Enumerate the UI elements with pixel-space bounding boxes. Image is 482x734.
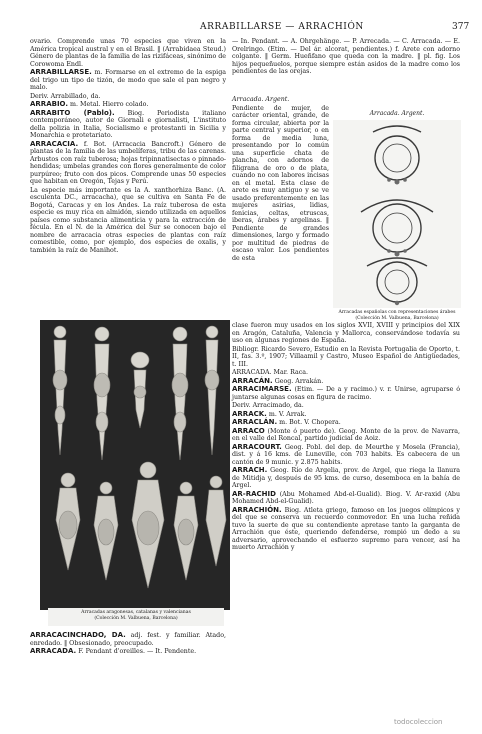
entry bbox=[30, 141, 226, 186]
entry-text: m. V. Arrak. bbox=[268, 410, 307, 418]
entry-headword: ARRACHIÓN. bbox=[232, 505, 282, 514]
entry bbox=[232, 444, 460, 467]
entry-headword: ARRACIMARSE. bbox=[232, 385, 292, 393]
entry bbox=[30, 110, 226, 140]
entry-text: ARRACADA. Mar. Raca. bbox=[232, 369, 308, 376]
running-head: ARRABILLARSE — ARRACHIÓN bbox=[200, 22, 364, 32]
entry bbox=[30, 93, 226, 101]
entry bbox=[232, 507, 460, 552]
entry bbox=[30, 38, 226, 68]
right-figure-caption: Arracadas españolas con representaciones árabes (Colección M. Valbuena, Barcelona) bbox=[338, 310, 456, 321]
entry bbox=[30, 69, 226, 92]
entry-headword: ARRACACINCHADO, DA. bbox=[30, 631, 126, 639]
entry bbox=[232, 411, 460, 419]
entry-headword: ARRACOURT. bbox=[232, 442, 282, 451]
right-figure-title: Arracada. Argent. bbox=[369, 110, 425, 117]
entry bbox=[232, 369, 460, 377]
left-column-top bbox=[30, 38, 226, 255]
entry bbox=[232, 105, 329, 263]
entry-text: (Abu Mohamed Abd-el-Gualid). Biog. V. Ar-raxid (Abu Mohamed Abd-el-Gualid). bbox=[232, 490, 460, 505]
entry-text: m. Metal. Hierro colado. bbox=[70, 101, 149, 108]
entry bbox=[232, 96, 329, 104]
entry-headword: ARRABIO. bbox=[30, 100, 69, 108]
earrings-plate-photo bbox=[40, 320, 230, 610]
entry-text: f. Bot. (Arracacia Bancroft.) Género de plantas de la familia de las umbelíferas, tribu de las carenas. Arbustos con raíz tuberosa; hojas tripinnatisectas o pinnado-hendidas; umbelas grandes con flores generalmente de color purpúreo; fruto con dos picos. Comprende unas 50 especies que habitan en Oregón, Tejas y Perú. bbox=[30, 140, 226, 185]
entry-text: ovario. Comprende unas 70 especies que viven en la América tropical austral y en el Brasil. ‖ (Arrabidaea Steud.) Género de plantas de la familia de las rizifáceas, sinónimo de Corowoma Endl. bbox=[30, 38, 226, 68]
entry-text: Deriv. Arracimado, da. bbox=[232, 402, 304, 409]
entry-headword: ARRABITO (Pablo). bbox=[30, 108, 115, 117]
entry bbox=[232, 402, 460, 410]
entry-text: F. Pendant d'oreilles. — It. Pendente. bbox=[78, 648, 197, 655]
entry-headword: ARRACK. bbox=[232, 409, 267, 418]
entry-text: — In. Pendant. — A. Ohrgehänge. — P. Arrecada. — C. Arracada. — E. Orelringo. (Etim. — Del ár. alcorat, pendientes.) f. Arete con adorno colgante. ‖ Germ. Hueñfano que queda con la madre. ‖ pl. fig. Los hijos pequeñuelos, porque siempre están asidos de la madre como los pendientes de las orejas. bbox=[232, 38, 460, 75]
entry-text: Geog. Pobl. del dep. de Meurthe y Mosela (Francia), dist. y á 16 kms. de Luneville, con 703 habits. Es cabecera de un cantón de 9 munic. y 2.875 habits. bbox=[232, 443, 460, 466]
entry bbox=[232, 491, 460, 506]
right-column-mid bbox=[232, 96, 329, 263]
entry-text: Geog. Río de Argelia, prov. de Argel, que riega la llanura de Mitidja y, después de 95 kms. de curso, desemboca en la bahía de Argel. bbox=[232, 467, 460, 489]
entry bbox=[232, 428, 460, 443]
entry bbox=[30, 648, 226, 656]
entry-headword: ARRACÁN. bbox=[232, 376, 273, 385]
left-plate-caption bbox=[48, 608, 224, 626]
entry-text: Pendiente de mujer, de carácter oriental, grande, de forma circular, abierta por la parte central y superior, o en forma de media luna, presentando por lo común una superficie chata de plancha, con adornos de filigrana de oro o de plata, cuando no con labores incisas en el metal. Esta clase de arete es muy antiguo y se ve usado preferentemente en las mujeres asirias, lidias, fenicias, celtas, etruscas, iberas, árabes y argelinas. ‖ Pendiente de grandes dimensiones, largo y formado por multitud de piedras de escaso valor. Los pendientes de esta bbox=[232, 104, 329, 262]
left-plate-caption-credit: (Colección M. Valbuena, Barcelona) bbox=[94, 615, 178, 621]
entry-headword: ARRACLÁN. bbox=[232, 418, 278, 426]
entry-text: Geog. Arrakán. bbox=[274, 377, 324, 385]
entry-text: Bibliogr. Ricardo Severo, Estudio en la Revista Portugalia de Oporto, t. II, fas. 3.º, 1907; Villaamil y Castro, Museo Español de Antigüedades, t. III. bbox=[232, 345, 460, 368]
right-column-top bbox=[232, 38, 460, 77]
entry bbox=[232, 386, 460, 401]
entry-headword: AR-RACHID bbox=[232, 489, 276, 498]
entry bbox=[232, 467, 460, 490]
entry-headword: ARRACH. bbox=[232, 466, 268, 474]
earrings-plate-illustration bbox=[40, 320, 230, 610]
entry-headword: ARRABILLARSE. bbox=[30, 68, 92, 76]
entry-text: Biog. Periodista italiano contemporáneo, autor de Giornali e giornalisti, L'instituto della polizia in Italia, Socialismo e protestanti in Sicilia y Monarchia e protetariato. bbox=[30, 109, 226, 139]
entry bbox=[232, 378, 460, 386]
left-plate-caption-title: Arracadas aragonesas, catalanas y valencianas bbox=[81, 610, 191, 615]
entry bbox=[232, 322, 460, 345]
entry-headword: ARRACACIA. bbox=[30, 139, 79, 148]
entry-text: (Etim. — De a y racimo.) v. r. Unirse, agruparse ó juntarse algunas cosas en figura de racimo. bbox=[232, 386, 460, 401]
entry-text: Arracada. Argent. bbox=[232, 96, 290, 103]
entry-text: (Monte ó puerto de). Geog. Monte de la prov. de Navarra, en el valle del Roncal, partido judicial de Aoiz. bbox=[232, 427, 460, 442]
entry bbox=[232, 346, 460, 369]
entry-text: clase fueron muy usados en los siglos XVII, XVIII y principios del XIX en Aragón, Cataluña, Valencia y Mallorca, conservándose todavía su uso en algunas regiones de España. bbox=[232, 322, 460, 344]
entry-text: adj. fest. y familiar. Atado, enredado. ‖ Obsesionado, preocupado. bbox=[30, 632, 226, 647]
entry-text: La especie más importante es la A. xanthorhiza Banc. (A. esculenta DC., arracacha), que se cultiva en Santa Fe de Bogotá, Caracas y en los Andes. La raíz tuberosa de esta especie es muy rica en almidón, siendo utilizada en aquellos países como substancia alimenticia y para la extracción de fécula. En el N. de la América del Sur se conocen bajo el nombre de arracacia otras especies de plantas con raíz comestible, como, por ejemplo, dos especies de oxalis, y también la raíz de Manihot. bbox=[30, 186, 226, 254]
entry bbox=[30, 632, 226, 647]
watermark: todocoleccion bbox=[394, 718, 443, 726]
page-number: 377 bbox=[452, 22, 470, 32]
entry bbox=[232, 38, 460, 76]
entry bbox=[30, 187, 226, 255]
arracada-figure bbox=[333, 120, 461, 308]
entry bbox=[30, 101, 226, 109]
entry-text: Biog. Atleta griego, famoso en los juegos olímpicos y del que se conserva un recuerdo conmovedor. En una lucha reñida tuvo la suerte de que su contendiente apretase tanto la garganta de Arrachión que éste, queriendo defenderse, rompió un dedo a su adversario, aprovechando el esfuerzo supremo para vencer, así ha muerto Arrachión y bbox=[232, 506, 460, 551]
entry-headword: ARRACO bbox=[232, 426, 265, 435]
right-column-bottom bbox=[232, 322, 460, 553]
arracada-illustration bbox=[333, 120, 461, 308]
left-column-bottom bbox=[30, 632, 226, 657]
entry-headword: ARRACADA. bbox=[30, 647, 77, 655]
entry-text: Deriv. Arrabillado, da. bbox=[30, 92, 101, 100]
entry-text: m. Bot. V. Chopera. bbox=[279, 419, 341, 426]
entry bbox=[232, 419, 460, 427]
entry-text: m. Formarse en el extremo de la espiga del trigo un tipo de tizón, de modo que sale el pan negro y malo. bbox=[30, 69, 226, 91]
